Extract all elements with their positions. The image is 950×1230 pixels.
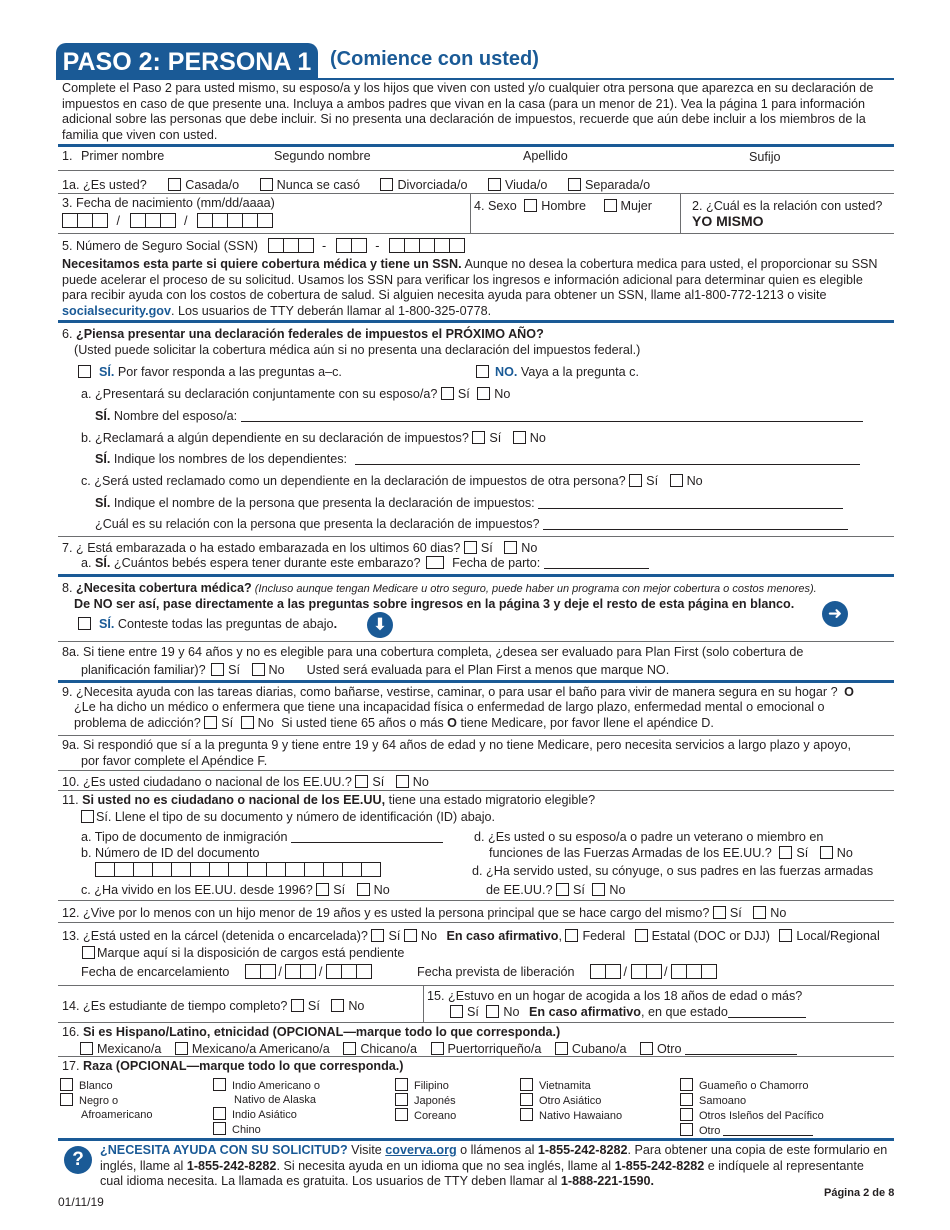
race-col-1: Blanco Negro o Afroamericano [60,1078,153,1122]
checkbox[interactable] [629,474,642,487]
checkbox[interactable] [568,178,581,191]
babies-count-input[interactable] [426,556,444,569]
checkbox[interactable] [504,541,517,554]
help-question-icon: ? [64,1146,92,1174]
sex-row [474,199,652,214]
never-married-option[interactable] [260,178,360,192]
checkbox[interactable] [316,883,329,896]
checkbox[interactable] [213,1107,226,1120]
divider [58,641,894,642]
q8-yes-option[interactable]: SÍ. Conteste todas las preguntas de abajo. [78,617,337,632]
checkbox[interactable] [331,999,344,1012]
q8-instruction: De NO ser así, pase directamente a las preguntas sobre ingresos en la página 3 y deje el resto de esta página en blanco. [74,597,795,611]
checkbox[interactable] [78,617,91,630]
q11-yes-option[interactable]: Sí. Llene el tipo de su documento y número de identificación (ID) abajo. [81,810,495,825]
checkbox[interactable] [395,1108,408,1121]
help-text: ¿NECESITA AYUDA CON SU SOLICITUD? Visite coverva.org o llámenos al 1-855-242-8282. Para obtener una copia de este formulario en inglés, llame al 1-855-242-8282. Si necesita ayuda en un idioma que no sea inglés, llame al 1-855-242-8282 e indíquele al representante cual idioma necesita. La llamada es gratuita. Los usuarios de TTY deben llamar al 1-888-221-1590. [100,1143,888,1188]
checkbox[interactable] [81,810,94,823]
separator: / [184,214,188,228]
ssn-row [62,238,464,254]
divider [58,790,894,791]
checkbox[interactable] [371,929,384,942]
checkbox[interactable] [395,1078,408,1091]
checkbox[interactable] [472,431,485,444]
marital-status-label: 1a. ¿Es usted? [62,178,147,192]
divider [423,986,424,1022]
dob-label: 3. Fecha de nacimiento (mm/dd/aaaa) [62,196,275,210]
checkbox[interactable] [213,1122,226,1135]
q8a-line1: 8a. Si tiene entre 19 y 64 años y no es elegible para una cobertura completa, ¿desea ser evaluado para Plan First (solo cobertura de [62,645,804,659]
q6a-row: a. ¿Presentará su declaración conjuntamente con su esposo/a? Sí No [81,387,511,401]
checkbox[interactable] [477,387,490,400]
other-ethnicity-input[interactable] [685,1043,797,1055]
ethnicity-option[interactable]: Mexicano/a [80,1042,161,1056]
q14-row: 14. ¿Es estudiante de tiempo completo? Sí No [62,999,365,1013]
checkbox[interactable] [395,1093,408,1106]
other-race-input[interactable] [723,1124,813,1136]
doc-id-label: b. Número de ID del documento [81,846,260,860]
divider [680,194,681,233]
race-col-4: Vietnamita Otro Asiático Nativo Hawaiano [520,1078,622,1123]
intro-text: Complete el Paso 2 para usted mismo, su esposo/a y los hijos que viven con usted y/o cualquier otra persona que aparezca en su declaración de impuestos en caso de que presente una. Incluya a ambos padres que vivan en la casa (para un menor de 21). Vea la página 1 para información adicional sobre las personas que debe incluir. Si no presenta una declaración de impuestos, recuerde que aún debe incluir a los miembros de la familia que viven con usted. [62,81,874,142]
q16-title: 16. Si es Hispano/Latino, etnicidad (OPCIONAL—marque todo lo que corresponda.) [62,1025,561,1039]
female-option[interactable] [604,199,653,213]
section-rule [58,574,894,577]
q13-row: 13. ¿Está usted en la cárcel (detenida o encarcelada)? Sí No En caso afirmativo, Federal Estatal (DOC or DJJ) Local/Regional [62,929,880,943]
checkbox[interactable] [252,663,265,676]
ssn-input[interactable] [389,238,464,253]
male-option[interactable] [524,199,586,213]
relationship-value: YO MISMO [692,213,764,229]
q6-no-option[interactable]: NO. Vaya a la pregunta c. [476,365,639,380]
divider [58,1022,894,1023]
checkbox[interactable] [60,1093,73,1106]
divider [58,770,894,771]
ssa-link[interactable]: socialsecurity.gov [62,303,171,318]
date-input[interactable] [590,964,620,979]
middle-name-label: Segundo nombre [274,149,371,163]
q8-title: 8. ¿Necesita cobertura médica? (Incluso aunque tengan Medicare u otro seguro, puede haber un programa con mejor cobertura o costos menores). [62,581,817,595]
due-date-input[interactable] [544,557,649,569]
q7-row: 7. ¿ Está embarazada o ha estado embarazada en los ultimos 60 dias? Sí No [62,541,538,555]
checkbox[interactable] [640,1042,653,1055]
option-label: Casada/o [185,178,240,192]
option-label: Divorciada/o [397,178,468,192]
charges-pending-option[interactable]: Marque aquí si la disposición de cargos está pendiente [82,946,404,961]
checkbox[interactable] [592,883,605,896]
checkbox[interactable] [680,1108,693,1121]
checkbox[interactable] [488,178,501,191]
checkbox[interactable] [670,474,683,487]
divider [58,985,894,986]
divider [58,233,894,234]
dob-input[interactable] [62,213,272,229]
filer-relation-input[interactable] [543,518,848,530]
race-col-5: Guameño o Chamorro Samoano Otros Isleños del Pacífico Otro [680,1078,824,1138]
arrow-right-icon: ➜ [822,601,848,627]
page-subtitle: (Comience con usted) [330,48,539,70]
checkbox[interactable] [520,1093,533,1106]
suffix-label: Sufijo [749,150,781,164]
divider [58,735,894,736]
filer-name-input[interactable] [538,497,843,509]
ethnicity-option[interactable]: Cubano/a [555,1042,627,1056]
q11d-line1: d. ¿Es usted o su esposo/a o padre un veterano o miembro en [474,830,824,844]
checkbox[interactable] [635,929,648,942]
separator: - [375,239,380,253]
checkbox[interactable] [396,775,409,788]
checkbox[interactable] [404,929,417,942]
checkbox[interactable] [241,716,254,729]
q7a-row: a. SÍ. ¿Cuántos bebés espera tener durante este embarazo? Fecha de parto: [81,556,649,571]
form-date: 01/11/19 [58,1195,104,1209]
ssn-input[interactable] [268,238,313,253]
date-input[interactable] [285,964,315,979]
option-label: Hombre [541,199,587,213]
first-name-label: Primer nombre [81,149,165,163]
checkbox[interactable] [779,846,792,859]
q9-line2: ¿Le ha dicho un médico o enfermera que tiene una incapacidad física o enfermedad de largo plazo, enfermedad mental o emocional o [74,700,825,714]
section-rule [58,680,894,683]
sex-label: 4. Sexo [474,199,517,213]
q6c-row: c. ¿Será usted reclamado como un dependiente en la declaración de impuestos de otra persona? Sí No [81,474,703,488]
q11-title: 11. Si usted no es ciudadano o nacional de los EE.UU, tiene una estado migratorio elegible? [62,793,596,807]
divider [58,1056,894,1057]
relationship-label: 2. ¿Cuál es la relación con usted? [692,199,883,213]
section-rule [58,144,894,147]
checkbox[interactable] [524,199,537,212]
separator: / [116,214,120,228]
checkbox[interactable] [168,178,181,191]
married-option[interactable] [168,178,239,192]
q12-row: 12. ¿Vive por lo menos con un hijo menor de 19 años y es usted la persona principal que se hace cargo del mismo? Sí No [62,906,787,920]
date-input[interactable] [326,964,371,979]
checkbox[interactable] [486,1005,499,1018]
checkbox[interactable] [680,1078,693,1091]
dependents-row: SÍ. Indique los nombres de los dependientes: [95,452,860,467]
checkbox[interactable] [380,178,393,191]
checkbox[interactable] [513,431,526,444]
checkbox[interactable] [82,946,95,959]
divider [58,193,894,194]
checkbox[interactable] [357,883,370,896]
ssn-input[interactable] [336,238,366,253]
state-input[interactable] [728,1006,806,1018]
marital-status-row [62,178,650,193]
separated-option[interactable] [568,178,650,192]
option-label: Nunca se casó [276,178,360,192]
checkbox[interactable] [565,929,578,942]
release-date-row: Fecha prevista de liberación / / [417,964,716,980]
q6-note: (Usted puede solicitar la cobertura médica aún si no presenta una declaración del impuestos federal.) [74,343,641,357]
q15-row: Sí No En caso afirmativo, en que estado [450,1005,806,1020]
q6-yes-option[interactable]: SÍ. Por favor responda a las preguntas a–c. [78,365,342,380]
q11d2-line2: de EE.UU.? Sí No [486,883,626,897]
header-rule [58,78,894,80]
q8a-line2: planificación familiar)? Sí No Usted será evaluada para el Plan First a menos que marque NO. [81,663,670,677]
q10-row: 10. ¿Es usted ciudadano o nacional de los EE.UU.? Sí No [62,775,429,789]
filer-name-row: SÍ. Indique el nombre de la persona que presenta la declaración de impuestos: [95,496,843,511]
checkbox[interactable] [520,1078,533,1091]
checkbox[interactable] [820,846,833,859]
checkbox[interactable] [450,1005,463,1018]
ssn-label: 5. Número de Seguro Social (SSN) [62,239,258,253]
ethnicity-option[interactable]: Puertorriqueño/a [431,1042,542,1056]
section-rule [58,320,894,323]
q17-title: 17. Raza (OPCIONAL—marque todo lo que corresponda.) [62,1059,404,1073]
ethnicity-option[interactable]: Chicano/a [343,1042,417,1056]
divorced-option[interactable] [380,178,467,192]
checkbox[interactable] [713,906,726,919]
q6-title: 6. ¿Piensa presentar una declaración federales de impuestos el PRÓXIMO AÑO? [62,327,544,341]
ssn-explanation: Necesitamos esta parte si quiere cobertura médica y tiene un SSN. Aunque no desea la cobertura medica para usted, el proporcionar su SSN puede acelerar el proceso de su solicitud. Usamos los SSN para verificar los ingresos e información adicional para determinar quien es elegible para recibir ayuda con los costos de cobertura de salud. Si alguien necesita ayuda para obtener un SSN, llame al1-800-772-1213 o visite socialsecurity.gov. Los usuarios de TTY deberán llamar al 1-800-325-0778. [62,257,878,318]
q15-label: 15. ¿Estuvo en un hogar de acogida a los 18 años de edad o más? [427,989,803,1003]
checkbox[interactable] [441,387,454,400]
checkbox[interactable] [355,775,368,788]
checkbox[interactable] [213,1078,226,1091]
divider [58,170,894,171]
checkbox[interactable] [80,1042,93,1055]
q9a-line1: 9a. Si respondió que sí a la pregunta 9 y tiene entre 19 y 64 años de edad y no tiene Medicare, pero necesita servicios a largo plazo y apoyo, [62,738,852,752]
option-label: Mujer [620,199,653,213]
race-col-3: Filipino Japonés Coreano [395,1078,456,1123]
dependents-input[interactable] [355,453,860,465]
doc-type-row: a. Tipo de documento de inmigración [81,830,443,845]
arrow-down-icon: ⬇ [367,612,393,638]
doc-id-input[interactable] [95,862,380,878]
checkbox[interactable] [779,929,792,942]
divider [470,194,471,233]
checkbox[interactable] [175,1042,188,1055]
option-label: Separada/o [584,178,651,192]
checkbox[interactable] [680,1123,693,1136]
checkbox[interactable] [260,178,273,191]
filer-relation-row: ¿Cuál es su relación con la persona que presenta la declaración de impuestos? [95,517,848,532]
q6b-row: b. ¿Reclamará a algún dependiente en su declaración de impuestos? Sí No [81,431,546,445]
q9-line3: problema de adicción? Sí No Si usted tiene 65 años o más O tiene Medicare, por favor llene el apéndice D. [74,716,714,730]
ethnicity-option[interactable]: Mexicano/a Americano/a [175,1042,330,1056]
checkbox[interactable] [555,1042,568,1055]
checkbox[interactable] [464,541,477,554]
page-title: PASO 2: PERSONA 1 [56,43,318,80]
q11c-row: c. ¿Ha vivido en los EE.UU. desde 1996? Sí No [81,883,390,897]
race-col-2: Indio Americano o Nativo de Alaska Indio Asiático Chino [213,1078,320,1137]
divider [58,922,894,923]
doc-type-input[interactable] [291,831,443,843]
checkbox[interactable] [78,365,91,378]
date-input[interactable] [245,964,275,979]
checkbox[interactable] [753,906,766,919]
ethnicity-option[interactable]: Otro [640,1042,797,1056]
checkbox[interactable] [60,1078,73,1091]
checkbox[interactable] [204,716,217,729]
q9a-line2: por favor complete el Apéndice F. [81,754,268,768]
checkbox[interactable] [556,883,569,896]
date-input[interactable] [631,964,661,979]
q1-number: 1. [62,149,73,163]
q11d-line2: funciones de las Fuerzas Armadas de los EE.UU.? Sí No [489,846,853,860]
incarceration-date-row: Fecha de encarcelamiento / / [81,964,371,980]
checkbox[interactable] [680,1093,693,1106]
checkbox[interactable] [211,663,224,676]
checkbox[interactable] [291,999,304,1012]
q11d2-line1: d. ¿Ha servido usted, su cónyuge, o sus padres en las fuerzas armadas [472,864,874,878]
checkbox[interactable] [476,365,489,378]
checkbox[interactable] [604,199,617,212]
ethnicity-row [80,1042,797,1057]
checkbox[interactable] [343,1042,356,1055]
coverva-link[interactable]: coverva.org [385,1143,457,1157]
checkbox[interactable] [520,1108,533,1121]
divider [58,900,894,901]
page-number: Página 2 de 8 [824,1187,895,1199]
section-rule [58,1138,894,1141]
q9-line1: 9. ¿Necesita ayuda con las tareas diarias, como bañarse, vestirse, caminar, o para usar el baño para vivir de manera segura en su hogar ? O [62,685,854,699]
date-input[interactable] [671,964,716,979]
spouse-name-input[interactable] [241,410,863,422]
widowed-option[interactable] [488,178,548,192]
option-label: Viuda/o [504,178,548,192]
separator: - [322,239,327,253]
divider [58,536,894,537]
spouse-name-row: SÍ. Nombre del esposo/a: [95,409,863,424]
last-name-label: Apellido [523,149,568,163]
checkbox[interactable] [431,1042,444,1055]
